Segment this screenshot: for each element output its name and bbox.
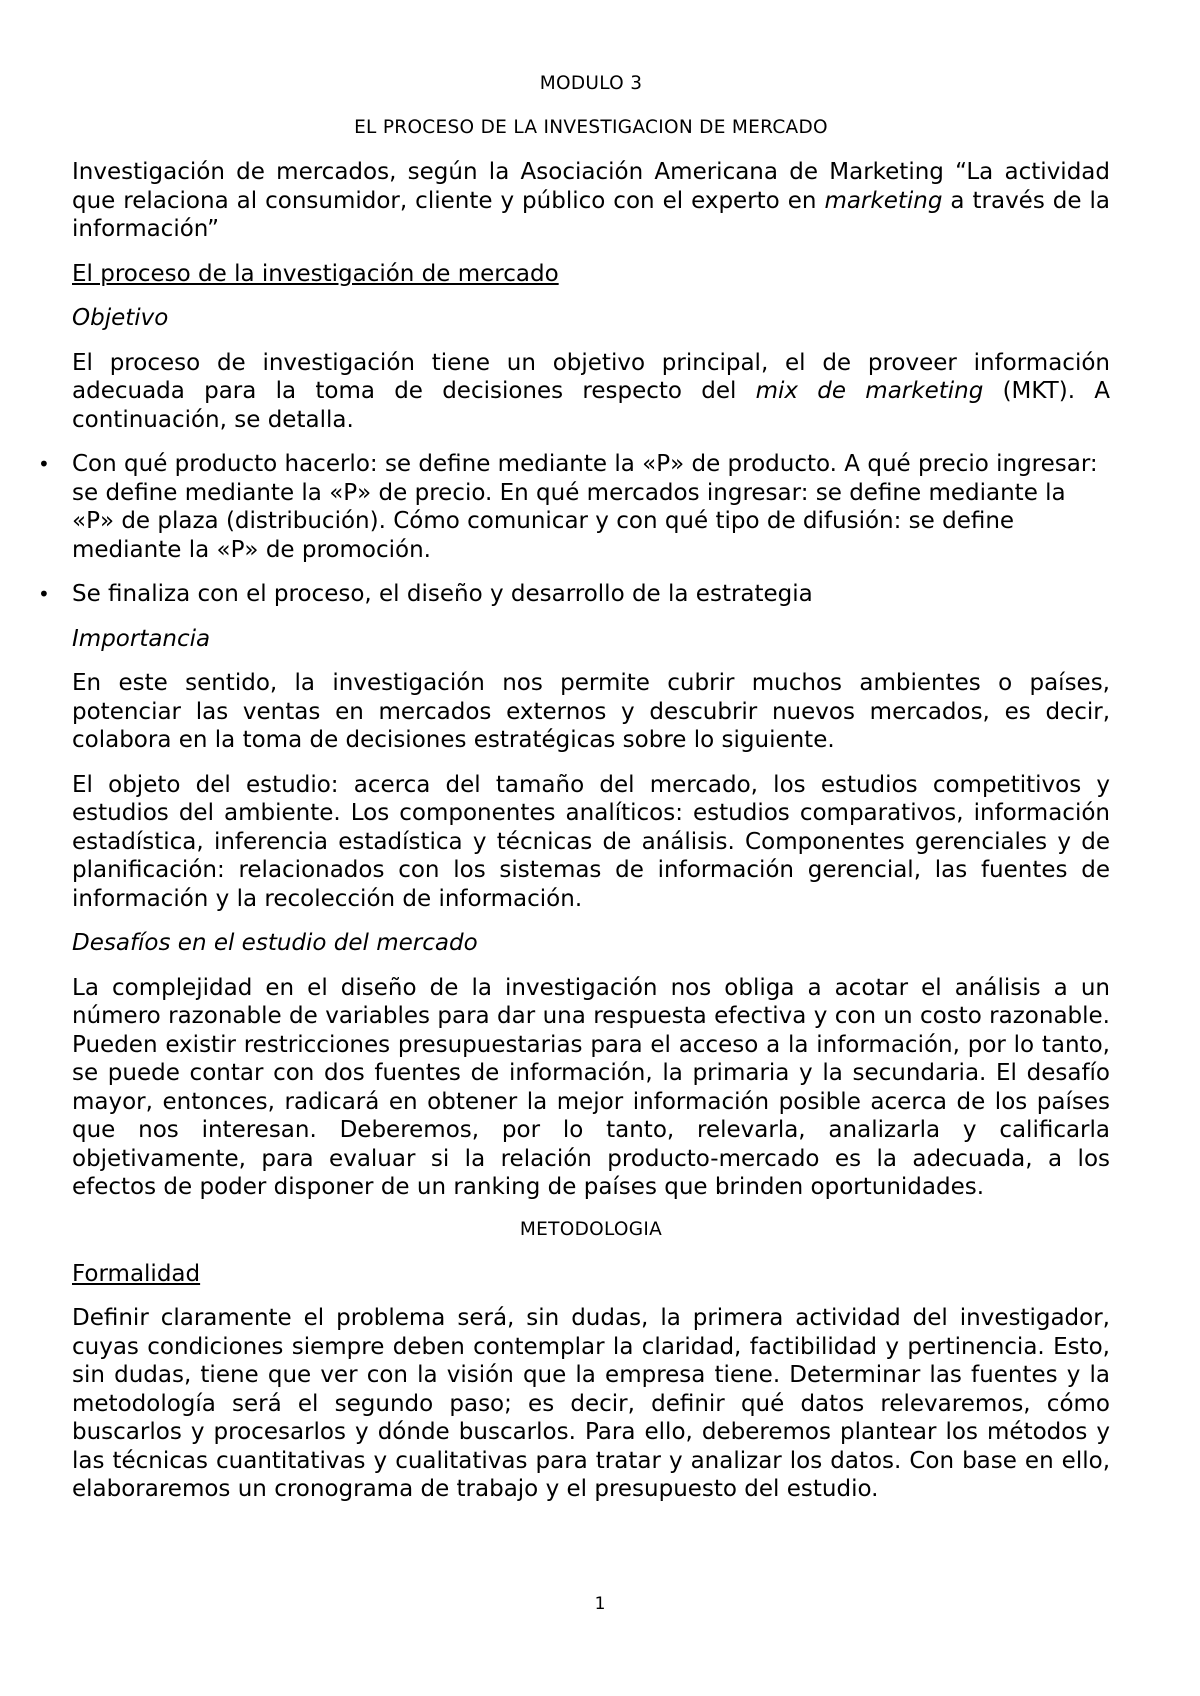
subheading-objetivo: Objetivo [72, 305, 169, 331]
subheading-desafios: Desafíos en el estudio del mercado [72, 930, 478, 956]
list-item-text: Con qué producto hacerlo: se define mediante la «P» de producto. A qué precio ingresar: se define mediante la «P» de precio. En qué mercados ingresar: se define mediante la «P» de plaza (distribución). Cómo comunicar y con qué tipo de difusión: se define mediante la «P» de promoción. [72, 451, 1098, 563]
page-number: 1 [594, 1594, 606, 1614]
module-heading: MODULO 3 [539, 73, 643, 94]
objetivo-paragraph [72, 349, 1110, 435]
intro-text: Investigación de mercados, según la Asociación Americana de Marketing “La actividad que relaciona al consumidor, cliente y público con el experto en [72, 159, 1110, 214]
list-item [38, 580, 1110, 609]
objetivo-text-end: (MKT). A continuación, se detalla. [72, 378, 1111, 433]
bullet-icon: • [38, 582, 50, 606]
section-heading-proceso: El proceso de la investigación de mercado [72, 260, 559, 287]
list-item-text: Se finaliza con el proceso, el diseño y desarrollo de la estrategia [72, 581, 813, 607]
section-heading-formalidad: Formalidad [72, 1260, 201, 1287]
intro-paragraph [72, 158, 1110, 244]
document-title: EL PROCESO DE LA INVESTIGACION DE MERCADO [354, 117, 828, 138]
intro-text-end: a través de la información” [72, 187, 1111, 242]
intro-italic: marketing [824, 187, 943, 214]
list-item [38, 450, 1110, 564]
page-content [38, 72, 1111, 1520]
importancia-paragraph-1: En este sentido, la investigación nos permite cubrir muchos ambientes o países, potenciar las ventas en mercados externos y descubrir nuevos mercados, es decir, colabora en la toma de decisiones estratégicas sobre lo siguiente. [72, 670, 1110, 753]
subheading-importancia: Importancia [72, 625, 211, 652]
objetivo-text: El proceso de investigación tiene un objetivo principal, el de proveer información adecuada para la toma de decisiones respecto del [72, 349, 1110, 404]
bullet-list [38, 450, 1110, 609]
formalidad-paragraph: Definir claramente el problema será, sin dudas, la primera actividad del investigador, cuyas condiciones siempre deben contemplar la claridad, factibilidad y pertinencia. Esto, sin dudas, tiene que ver con la visión que la empresa tiene. Determinar las fuentes y la metodología será el segundo paso; es decir, definir qué datos relevaremos, cómo buscarlos y procesarlos y dónde buscarlos. Para ello, deberemos plantear los métodos y las técnicas cuantitativas y cualitativas para tratar y analizar los datos. Con base en ello, elaboraremos un cronograma de trabajo y el presupuesto del estudio. [72, 1305, 1110, 1502]
section-title-metodologia: METODOLOGIA [519, 1218, 663, 1240]
importancia-paragraph-2: El objeto del estudio: acerca del tamaño del mercado, los estudios competitivos y estudios del ambiente. Los componentes analíticos: estudios comparativos, información estadística, inferencia estadística y técnicas de análisis. Componentes gerenciales y de planificación: relacionados con los sistemas de información gerencial, las fuentes de información y la recolección de información. [72, 771, 1110, 912]
objetivo-italic: mix de marketing [755, 378, 984, 404]
desafios-paragraph: La complejidad en el diseño de la investigación nos obliga a acotar el análisis a un número razonable de variables para dar una respuesta efectiva y con un costo razonable. Pueden existir restricciones presupuestarias para el acceso a la información, por lo tanto, se puede contar con dos fuentes de información, la primaria y la secundaria. El desafío mayor, entonces, radicará en obtener la mejor información posible acerca de los países que nos interesan. Deberemos, por lo tanto, relevarla, analizarla y calificarla objetivamente, para evaluar si la relación producto-mercado es la adecuada, a los efectos de poder disponer de un ranking de países que brinden oportunidades. [72, 974, 1110, 1200]
bullet-icon: • [38, 452, 50, 476]
